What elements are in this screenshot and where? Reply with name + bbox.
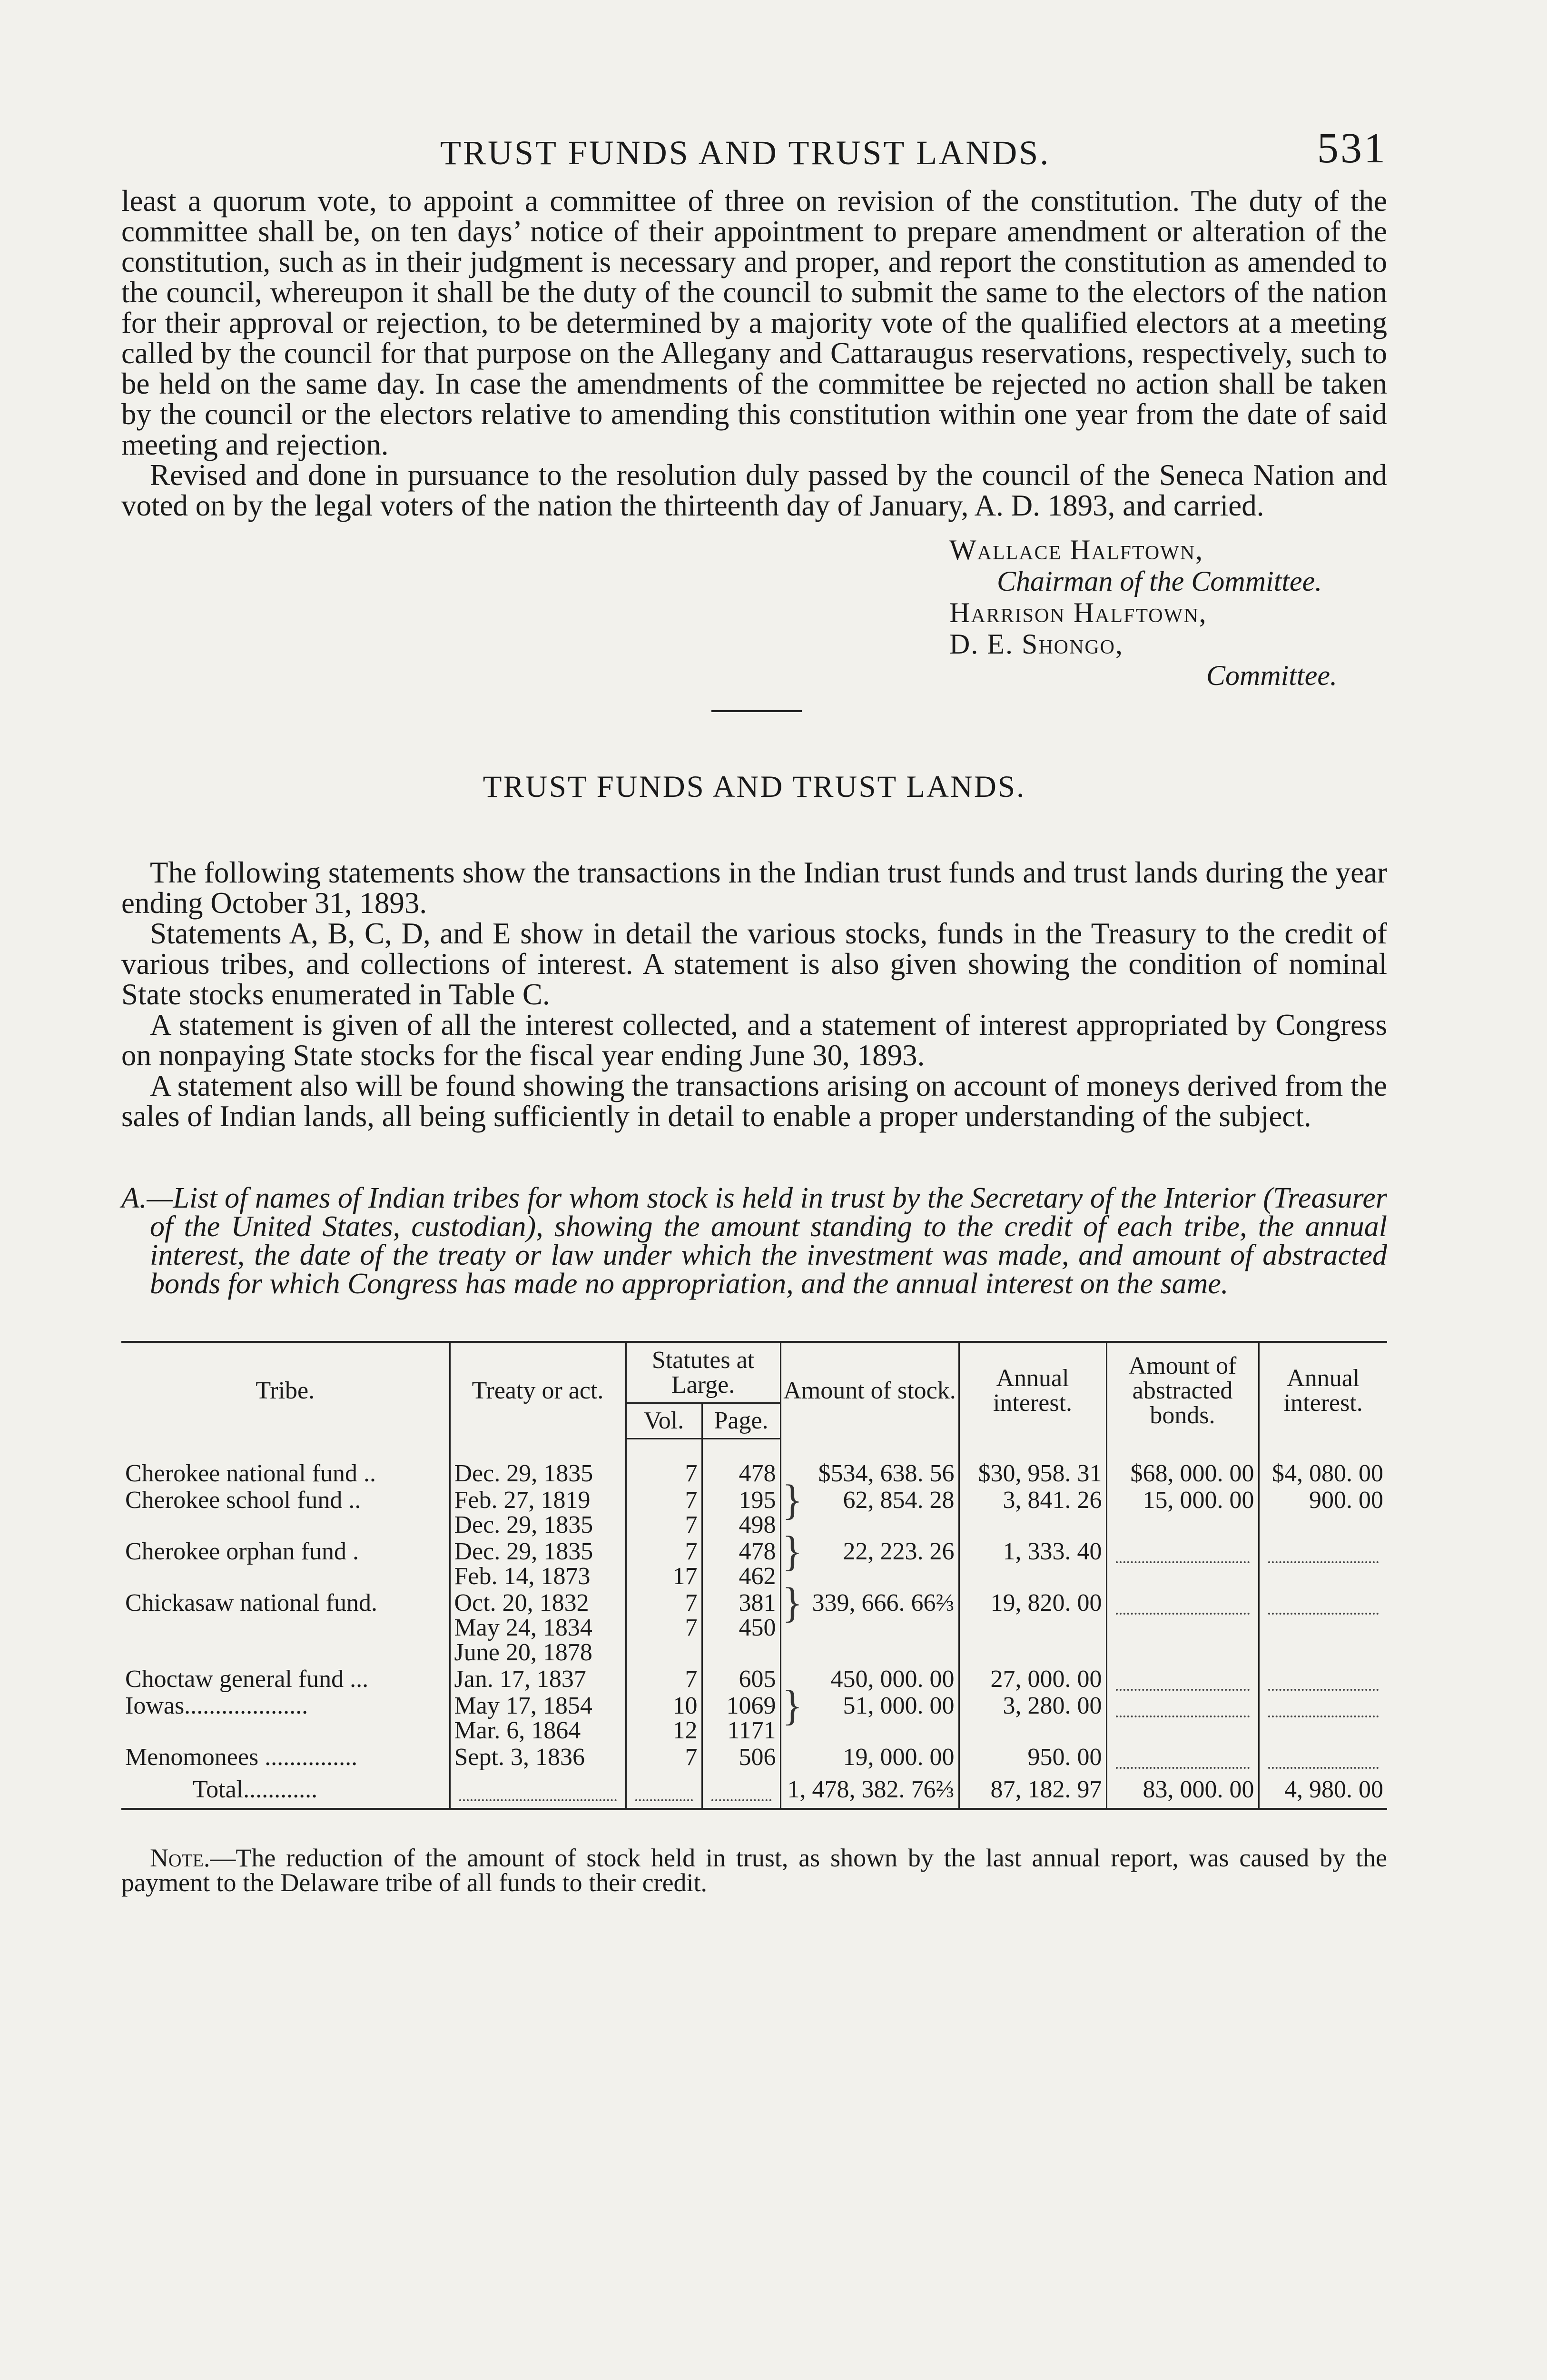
page-number: 531	[1317, 125, 1387, 172]
signatory-role: Committee.	[1206, 660, 1337, 691]
leader-dots	[1116, 1542, 1250, 1563]
total-abstracted: 83, 000. 00	[1106, 1771, 1259, 1809]
vol-cell	[626, 1693, 702, 1744]
signature-block	[949, 534, 1387, 691]
header-abstracted: Amount of abstracted bonds.	[1106, 1342, 1259, 1439]
note-label: Note.	[150, 1844, 210, 1872]
treaty-date: May 17, 1854	[454, 1692, 592, 1719]
abstracted-interest-cell: $4, 080. 00	[1259, 1460, 1387, 1487]
leader-dots	[1268, 1542, 1379, 1563]
leader-dots	[1268, 1748, 1379, 1769]
abstracted-cell	[1106, 1590, 1259, 1666]
running-title: TRUST FUNDS AND TRUST LANDS.	[440, 134, 1051, 172]
treaty-date: Mar. 6, 1864	[454, 1717, 581, 1744]
vol-cell	[626, 1590, 702, 1666]
vol-cell	[626, 1771, 702, 1809]
page-cell	[702, 1590, 780, 1666]
abstracted-interest-cell	[1259, 1590, 1387, 1666]
treaty-cell	[450, 1666, 626, 1693]
header-tribe: Tribe.	[121, 1342, 450, 1439]
treaty-date: Dec. 29, 1835	[454, 1460, 593, 1487]
vol-value: 10	[672, 1692, 698, 1719]
amount-cell	[780, 1477, 959, 1538]
header-interest: Annual interest.	[959, 1342, 1106, 1439]
page-value: 1069	[726, 1692, 776, 1719]
page-value: 478	[739, 1460, 776, 1487]
table-row	[121, 1744, 1387, 1771]
constitution-paragraph: least a quorum vote, to appoint a committee of three on revision of the constitution. The duty of the committee shall be, on ten days’ notice of their appointment to prepare amendment or alteration of the constitution, such as in their judgment is necessary and proper, and report the constitution as amended to the council, whereupon it shall be the duty of the council to submit the same to the electors of the nation for their approval or rejection, to be determined by a majority vote of the qualified electors at a meeting called by the council for that purpose on the Allegany and Cattaraugus reservations, respectively, such to be held on the same day. In case the amendments of the committee be rejected no action shall be taken by the council or the electors relative to amending this constitution within one year from the date of said meeting and rejection.	[121, 184, 1387, 461]
amount-cell	[780, 1682, 959, 1744]
table-caption: A.—List of names of Indian tribes for whom stock is held in trust by the Secretary of the Interior (Treasurer of the United States, custodian), showing the amount standing to the credit of each tribe, the annual interest, the date of the treaty or law under which the investment was made, and amount of abstracted bonds for which Congress has made no appropriation, and the annual interest on the same.	[121, 1182, 1387, 1300]
vol-value: 7	[685, 1538, 698, 1565]
leader-dots	[1268, 1696, 1379, 1717]
table-row	[121, 1590, 1387, 1666]
abstracted-interest-cell	[1259, 1666, 1387, 1693]
table-row	[121, 1487, 1387, 1538]
vol-cell	[626, 1666, 702, 1693]
section-title: TRUST FUNDS AND TRUST LANDS.	[483, 770, 1026, 804]
treaty-date: Sept. 3, 1836	[454, 1744, 585, 1771]
treaty-cell	[450, 1460, 626, 1487]
treaty-date: Oct. 20, 1832	[454, 1589, 589, 1616]
vol-value: 7	[685, 1511, 698, 1538]
leader-dots	[1116, 1670, 1250, 1691]
treaty-cell	[450, 1693, 626, 1744]
section-divider	[711, 710, 802, 712]
table-row	[121, 1666, 1387, 1693]
interest-cell: $30, 958. 31	[959, 1460, 1106, 1487]
treaty-cell	[450, 1590, 626, 1666]
amount-cell: $534, 638. 56	[780, 1460, 959, 1487]
leader-dots	[1116, 1696, 1250, 1717]
total-interest: 87, 182. 97	[959, 1771, 1106, 1809]
page-value: 1171	[727, 1717, 776, 1744]
abstracted-interest-cell: 900. 00	[1259, 1487, 1387, 1538]
page-value: 498	[739, 1511, 776, 1538]
table-row	[121, 1538, 1387, 1590]
vol-cell	[626, 1487, 702, 1538]
header-amount: Amount of stock.	[780, 1342, 959, 1439]
table-row	[121, 1693, 1387, 1744]
page-cell	[702, 1771, 780, 1809]
treaty-date: Dec. 29, 1835	[454, 1538, 593, 1565]
page-cell	[702, 1666, 780, 1693]
treaty-cell	[450, 1487, 626, 1538]
abstracted-cell	[1106, 1666, 1259, 1693]
treaty-date: Jan. 17, 1837	[454, 1666, 586, 1693]
treaty-cell	[450, 1744, 626, 1771]
vol-cell	[626, 1460, 702, 1487]
brace-glyph: }	[782, 1528, 803, 1575]
amount-value: 339, 666. 66⅔	[812, 1589, 955, 1616]
leader-dots	[635, 1780, 693, 1801]
total-abstracted-interest: 4, 980. 00	[1259, 1771, 1387, 1809]
table-note	[121, 1845, 1387, 1895]
brace-glyph: }	[782, 1579, 803, 1626]
revision-paragraph: Revised and done in pursuance to the resolution duly passed by the council of the Seneca Nation and voted on by the legal voters of the nation the thirteenth day of January, A. D. 1893, and carried.	[121, 458, 1387, 522]
total-amount: 1, 478, 382. 76⅔	[780, 1771, 959, 1809]
treaty-date: Feb. 27, 1819	[454, 1487, 591, 1514]
table-bottom-rule	[121, 1809, 1387, 1813]
trust-stock-table	[121, 1341, 1387, 1812]
signatory-name: D. E. Shongo,	[949, 628, 1124, 660]
leader-dots	[1116, 1748, 1250, 1769]
vol-value: 12	[672, 1717, 698, 1744]
abstracted-cell	[1106, 1538, 1259, 1590]
amount-cell	[780, 1579, 959, 1666]
section-paragraph: The following statements show the transactions in the Indian trust funds and trust lands during the year ending October 31, 1893.	[121, 856, 1387, 920]
document-page	[121, 114, 1387, 1921]
total-label: Total............	[193, 1776, 318, 1803]
note-text: —The reduction of the amount of stock held in trust, as shown by the last annual report, was caused by the payment to the Delaware tribe of all funds to their credit.	[121, 1844, 1387, 1897]
signatory-name: Harrison Halftown,	[949, 597, 1207, 628]
amount-cell: 19, 000. 00	[780, 1744, 959, 1771]
tribe-cell: Iowas....................	[125, 1692, 308, 1719]
abstracted-cell: 15, 000. 00	[1106, 1487, 1259, 1538]
page-cell	[702, 1460, 780, 1487]
treaty-cell	[450, 1771, 626, 1809]
page-cell	[702, 1538, 780, 1590]
abstracted-interest-cell	[1259, 1744, 1387, 1771]
vol-value: 7	[685, 1460, 698, 1487]
leader-dots	[459, 1780, 617, 1801]
page-header	[121, 114, 1387, 186]
section-paragraph: Statements A, B, C, D, and E show in detail the various stocks, funds in the Treasury to the credit of various tribes, and collections of interest. A statement is also given showing the condition of nominal State stocks enumerated in Table C.	[121, 917, 1387, 1011]
treaty-date: May 24, 1834	[454, 1614, 592, 1641]
leader-dots	[1116, 1594, 1250, 1615]
abstracted-interest-cell	[1259, 1693, 1387, 1744]
interest-cell: 950. 00	[959, 1744, 1106, 1771]
section-paragraph: A statement also will be found showing the transactions arising on account of moneys derived from the sales of Indian lands, all being sufficiently in detail to enable a proper understanding of the subject.	[121, 1069, 1387, 1133]
page-value: 462	[739, 1563, 776, 1590]
tribe-cell: Cherokee school fund ..	[125, 1487, 361, 1514]
abstracted-cell: $68, 000. 00	[1106, 1460, 1259, 1487]
vol-value: 7	[685, 1589, 698, 1616]
amount-cell	[780, 1528, 959, 1590]
interest-cell: 1, 333. 40	[959, 1538, 1106, 1590]
abstracted-interest-cell	[1259, 1538, 1387, 1590]
vol-cell	[626, 1538, 702, 1590]
treaty-date: June 20, 1878	[454, 1639, 592, 1666]
amount-value: 22, 223. 26	[843, 1538, 955, 1565]
brace-glyph: }	[782, 1682, 803, 1729]
page-value: 478	[739, 1538, 776, 1565]
tribe-cell: Cherokee orphan fund .	[125, 1538, 359, 1565]
leader-dots	[1268, 1670, 1379, 1691]
amount-cell: 450, 000. 00	[780, 1666, 959, 1693]
vol-value: 17	[672, 1563, 698, 1590]
page-value: 195	[739, 1487, 776, 1514]
leader-dots	[1268, 1594, 1379, 1615]
vol-value: 7	[685, 1744, 698, 1771]
page-cell	[702, 1693, 780, 1744]
tribe-cell: Menomonees ...............	[125, 1744, 358, 1771]
abstracted-cell	[1106, 1744, 1259, 1771]
header-statutes: Statutes at Large.	[626, 1342, 780, 1403]
header-page: Page.	[702, 1403, 780, 1439]
treaty-date: Feb. 14, 1873	[454, 1563, 591, 1590]
amount-value: 62, 854. 28	[843, 1487, 955, 1514]
page-value: 506	[739, 1744, 776, 1771]
vol-value: 7	[685, 1614, 698, 1641]
signatory-name: Wallace Halftown,	[949, 534, 1204, 565]
vol-cell	[626, 1744, 702, 1771]
page-value: 381	[739, 1589, 776, 1616]
total-row	[121, 1771, 1387, 1809]
page-cell	[702, 1744, 780, 1771]
amount-value: 51, 000. 00	[843, 1692, 955, 1719]
leader-dots	[711, 1780, 771, 1801]
table-row	[121, 1460, 1387, 1487]
page-cell	[702, 1487, 780, 1538]
brace-glyph: }	[782, 1477, 803, 1524]
interest-cell: 3, 841. 26	[959, 1487, 1106, 1538]
vol-value: 7	[685, 1666, 698, 1693]
signatory-role: Chairman of the Committee.	[997, 565, 1322, 597]
vol-value: 7	[685, 1487, 698, 1514]
abstracted-cell	[1106, 1693, 1259, 1744]
header-treaty: Treaty or act.	[450, 1342, 626, 1439]
tribe-cell: Choctaw general fund ...	[125, 1666, 369, 1693]
page-value: 450	[739, 1614, 776, 1641]
section-paragraph: A statement is given of all the interest collected, and a statement of interest appropriated by Congress on nonpaying State stocks for the fiscal year ending June 30, 1893.	[121, 1008, 1387, 1072]
tribe-cell: Cherokee national fund ..	[125, 1460, 376, 1487]
header-annual-interest: Annual interest.	[1259, 1342, 1387, 1439]
header-vol: Vol.	[626, 1403, 702, 1439]
tribe-cell: Chickasaw national fund.	[125, 1589, 377, 1616]
treaty-date: Dec. 29, 1835	[454, 1511, 593, 1538]
interest-cell: 3, 280. 00	[959, 1693, 1106, 1744]
page-value: 605	[739, 1666, 776, 1693]
interest-cell: 19, 820. 00	[959, 1590, 1106, 1666]
interest-cell: 27, 000. 00	[959, 1666, 1106, 1693]
treaty-cell	[450, 1538, 626, 1590]
